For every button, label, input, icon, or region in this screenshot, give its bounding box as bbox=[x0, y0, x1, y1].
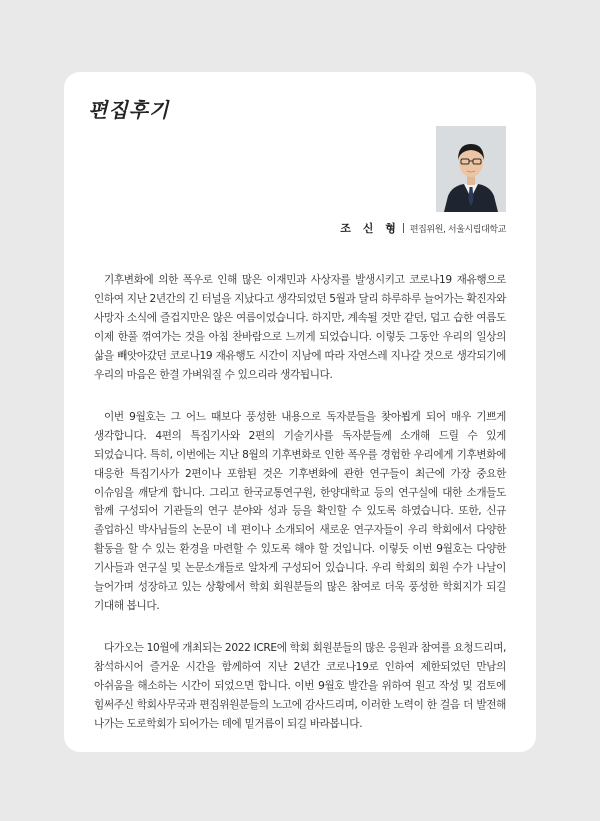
author-role: 편집위원, 서울시립대학교 bbox=[409, 224, 506, 235]
byline-divider bbox=[403, 223, 404, 233]
paragraph: 다가오는 10월에 개최되는 2022 ICRE에 학회 회원분들의 많은 응원과 참여를 요청드리며, 참석하시어 즐거운 시간을 함께하여 지난 2년간 코로나19로 인하여 제한되었던 만남의 아쉬움을 해소하는 시간이 되었으면 합니다. 이번 9월호 발간을 위하여 원고 작성 및 검토에 힘써주신 학회사무국과 편집위원분들의 노고에 감사드리며, 이러한 노력이 한 걸음 더 발전해 나가는 도로학회가 되어가는 데에 밑거름이 되길 바라봅니다. bbox=[94, 642, 506, 731]
author-photo bbox=[436, 126, 506, 212]
editorial-body bbox=[94, 271, 506, 757]
paragraph: 이번 9월호는 그 어느 때보다 풍성한 내용으로 독자분들을 찾아뵙게 되어 매우 기쁘게 생각합니다. 4편의 특집기사와 2편의 기술기사를 독자분들께 소개해 드릴 수 있게 되었습니다. 특히, 이번에는 지난 8월의 기후변화로 인한 폭우를 경험한 우리에게 기후변화에 대응한 특집기사가 2편이나 포함된 것은 기후변화에 관한 연구들이 최근에 가장 중요한 이슈임을 깨닫게 합니다. 그리고 한국교통연구원, 한양대학교 등의 연구실에 대한 소개들도 함께 구성되어 기관들의 연구 분야와 성과 등을 확인할 수 있도록 하였습니다. 또한, 신규 졸업하신 박사님들의 논문이 네 편이나 소개되어 새로운 연구자들이 우리 학회에서 다양한 활동을 할 수 있는 환경을 마련할 수 있도록 해야 할 것입니다. 이렇듯 이번 9월호는 다양한 기사들과 연구실 및 논문소개들로 알차게 구성되어 있습니다. 우리 학회의 회원 수가 나날이 늘어가며 성장하고 있는 상황에서 학회 회원분들의 많은 참여로 더욱 풍성한 학회지가 되길 기대해 봅니다. bbox=[94, 410, 506, 612]
paragraph: 기후변화에 의한 폭우로 인해 많은 이재민과 사상자를 발생시키고 코로나19 재유행으로 인하여 지난 2년간의 긴 터널을 지났다고 생각되었던 5월과 달리 하루하루 늘어가는 확진자와 사망자 소식에 즐겁지만은 않은 여름이었습니다. 하지만, 계속될 것만 같던, 덥고 습한 여름도 이제 한풀 꺾여가는 것을 아침 찬바람으로 느끼게 되었습니다. 이렇듯 그동안 우리의 일상의 삶을 빼앗아갔던 코로나19 재유행도 시간이 지남에 따라 자연스레 지나갈 것으로 생각되기에 우리의 마음은 한결 가벼워질 수 있으리라 생각됩니다. bbox=[94, 274, 506, 381]
page-title: 편집후기 bbox=[88, 98, 170, 122]
author-portrait-image bbox=[436, 126, 506, 212]
author-name: 조 신 형 bbox=[340, 222, 400, 235]
author-byline bbox=[340, 220, 506, 236]
editorial-card bbox=[64, 72, 536, 752]
